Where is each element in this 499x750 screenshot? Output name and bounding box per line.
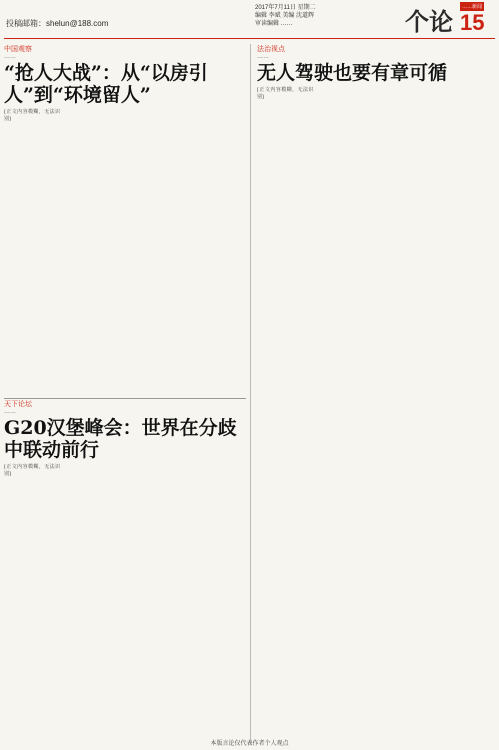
section-title: 个论 [405,10,453,36]
paper-name: ……新闻 [460,2,484,11]
article-author: …… [257,54,269,60]
masthead-rule [4,38,495,39]
article-kicker: 法治视点 [257,46,285,53]
article-self-driving [250,44,499,744]
submission-email: 投稿邮箱：shelun@188.com [6,19,109,28]
page-footer: 本版言论仅代表作者个人观点 [210,741,289,747]
article-author: …… [4,54,16,60]
proofreader-credits: 审读编辑 …… [255,21,293,27]
article-title: “抢人大战”：从“以房引人”到“环境留人” [4,62,208,106]
issue-date: 2017年7月11日 星期二 [255,5,316,11]
article-body: [正文内容模糊，无法识别] [257,87,314,100]
article-title: 无人驾驶也要有章可循 [257,62,448,84]
article-kicker: 中国观察 [4,46,32,53]
article-g20 [4,398,246,739]
article-author: …… [4,409,16,415]
article-body: [正文内容模糊，无法识别] [4,464,60,477]
article-title: G20汉堡峰会：世界在分歧中联动前行 [4,417,237,461]
article-talent-war [4,44,246,394]
page-box [460,2,484,35]
page-number: 15 [460,10,485,35]
masthead [0,0,499,40]
article-kicker: 天下论坛 [4,401,32,408]
editor-credits: 编辑 李斌 美编 沈道辉 [255,13,315,19]
issue-meta [255,4,316,28]
article-body: [正文内容模糊，无法识别] [4,109,60,122]
